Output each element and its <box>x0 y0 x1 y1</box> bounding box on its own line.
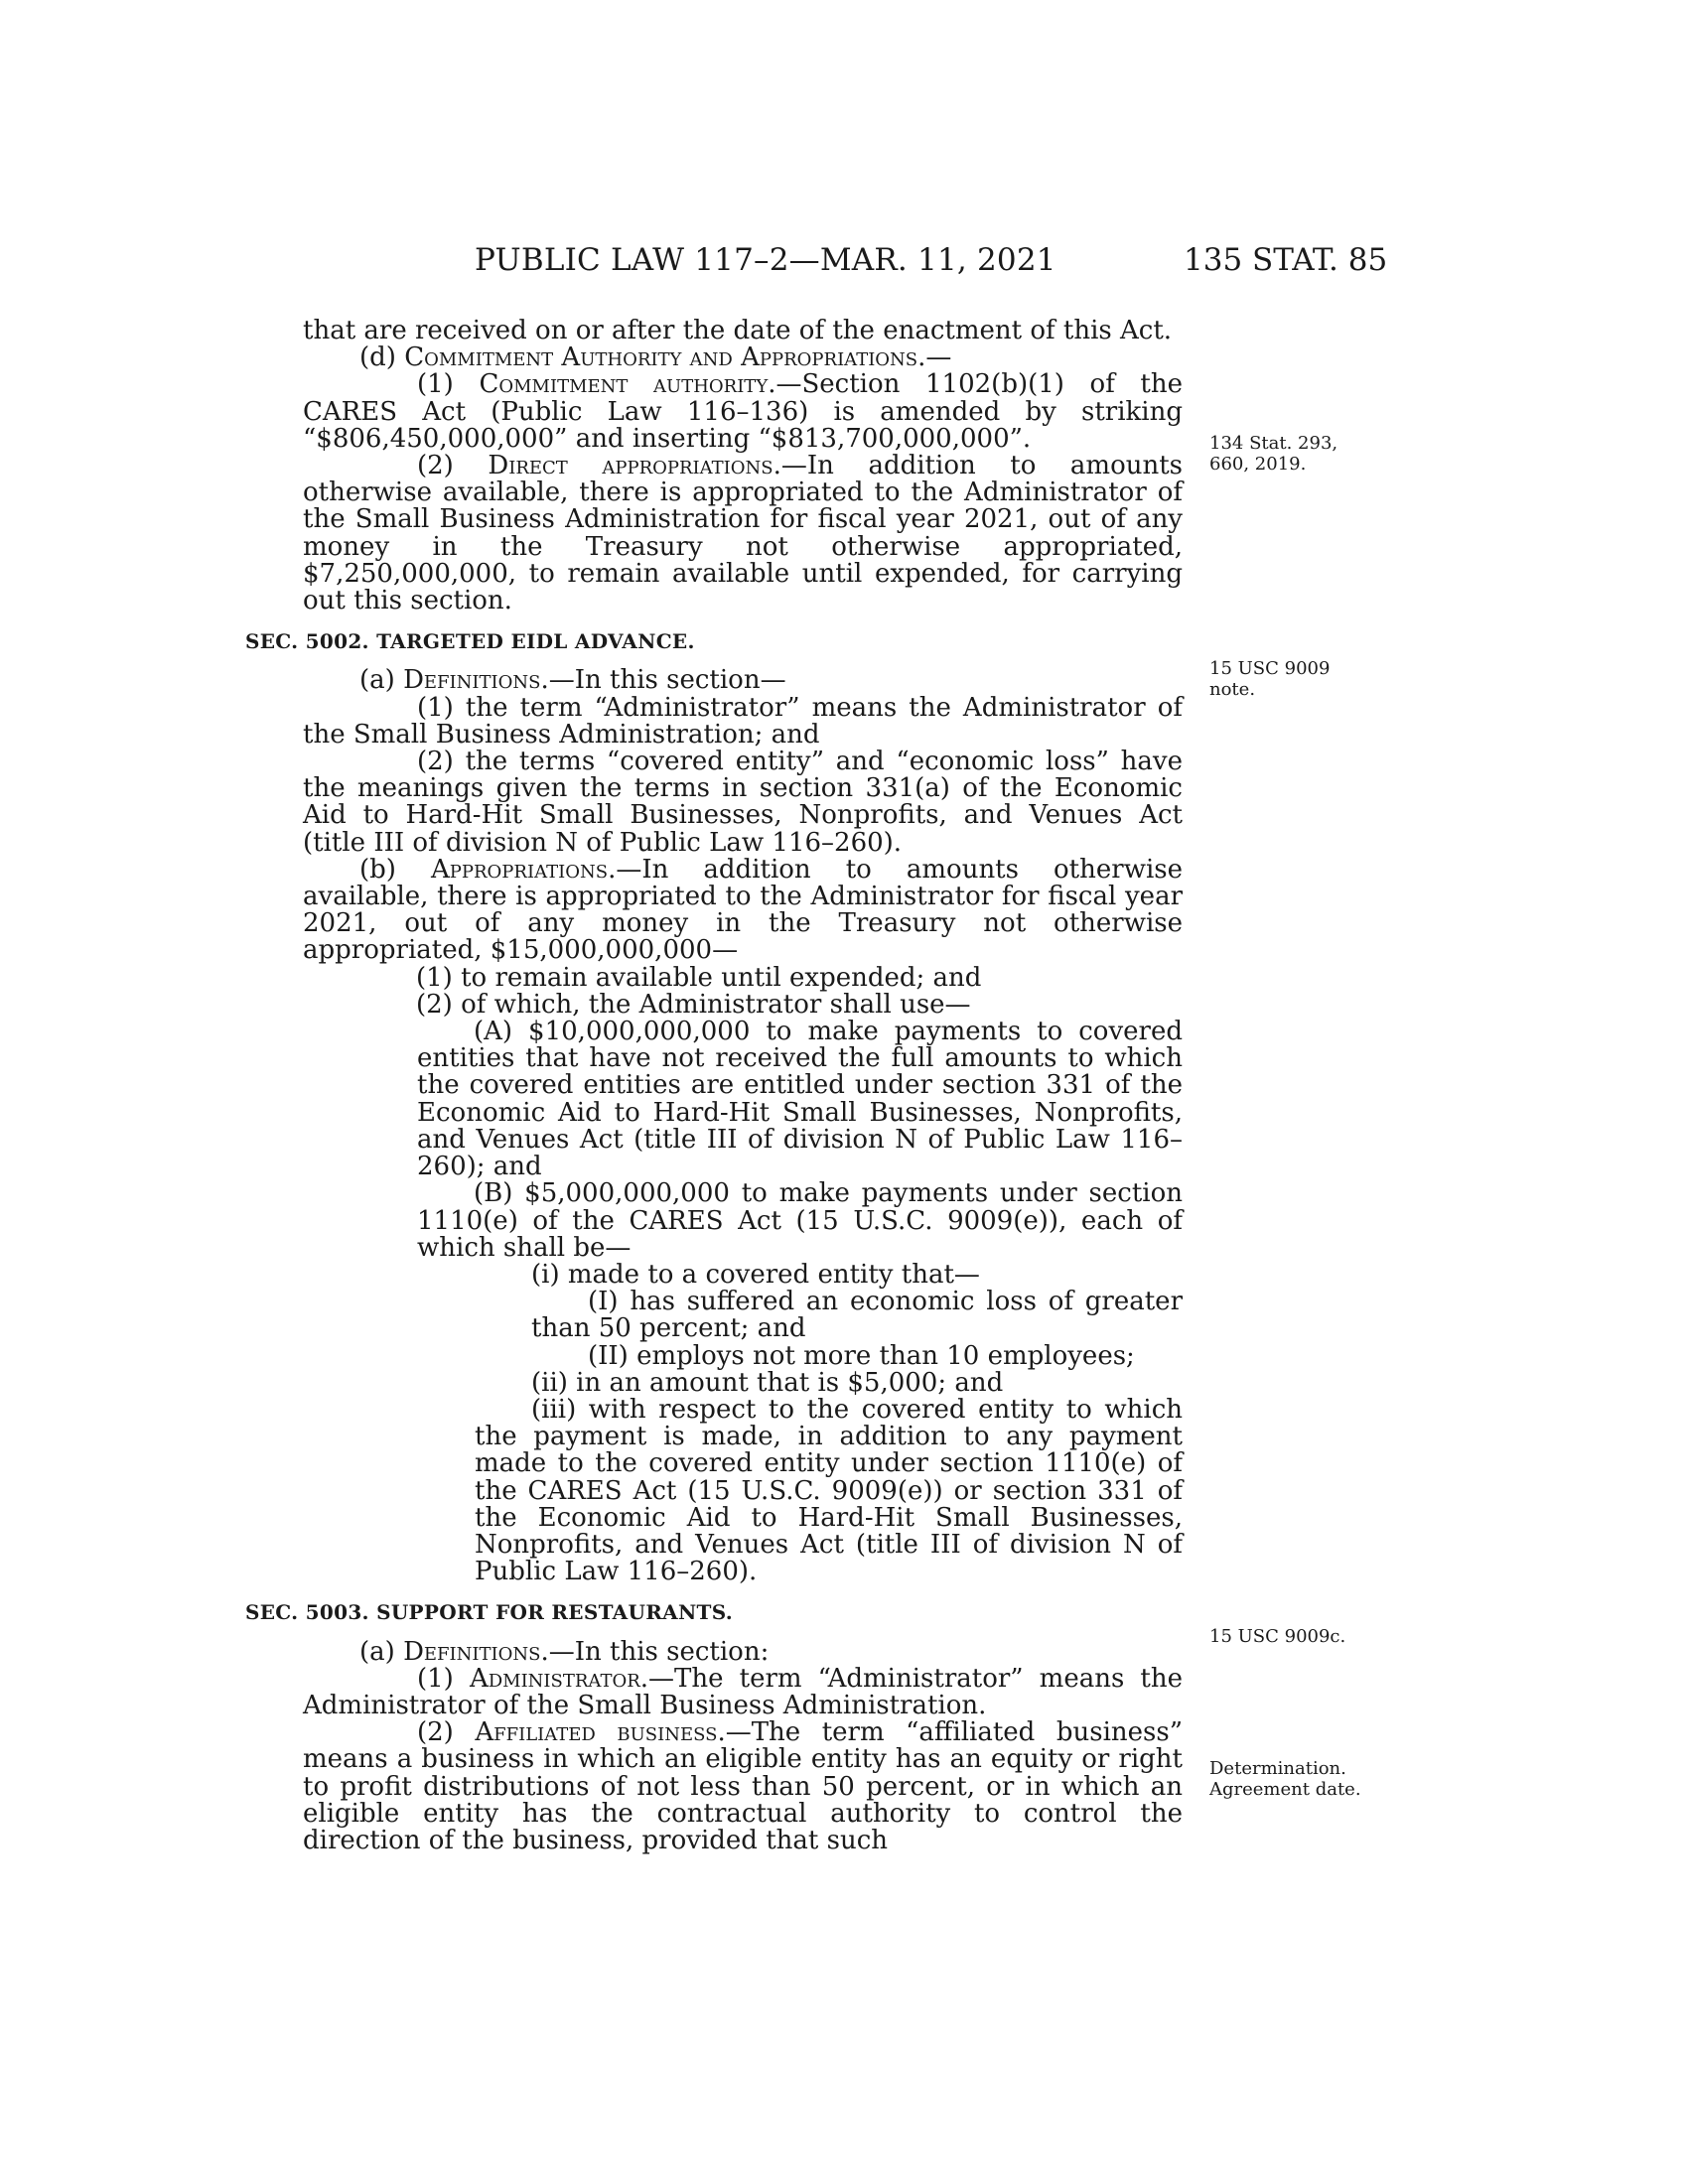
subsection-5002-b-num: (b) <box>359 854 431 885</box>
page-statute-citation: 135 STAT. 85 <box>1184 242 1388 278</box>
paragraph-d1-num: (1) <box>417 369 480 400</box>
section-5003-heading: SEC. 5003. SUPPORT FOR RESTAURANTS. <box>245 1600 734 1625</box>
subsection-5002-b-title: Appropriations <box>431 854 609 885</box>
subsection-5003-a-num: (a) <box>359 1636 404 1667</box>
subclause-5002-bI: (I) has suffered an economic loss of greater than 50 percent; and <box>531 1287 1183 1344</box>
subsection-5002-b <box>303 854 1183 966</box>
paragraph-5003-a1 <box>303 1663 1184 1720</box>
paragraph-5003-a1-title: Administrator <box>469 1663 640 1694</box>
subsection-5002-a-text: .—In this section— <box>540 665 786 696</box>
paragraph-5003-a1-num: (1) <box>417 1663 470 1694</box>
margin-note-usc-9009-line1: 15 USC 9009 <box>1209 658 1331 679</box>
paragraph-5003-a1-text: .—The term “Administrator” means the Administrator of the Small Business Administration. <box>303 1663 1184 1720</box>
margin-note-stat-cite-line2: 660, 2019. <box>1209 454 1307 475</box>
clause-5002-bii: (ii) in an amount that is $5,000; and <box>531 1367 1004 1398</box>
paragraph-5003-a2-num: (2) <box>417 1717 476 1748</box>
paragraph-5003-a2 <box>303 1719 1183 1854</box>
margin-note-stat-cite <box>1209 433 1337 475</box>
subsection-5003-a-text: .—In this section: <box>540 1636 770 1667</box>
margin-note-determination-line1: Determination. <box>1209 1758 1346 1779</box>
subsection-d-title: Commitment Authority and Appropriations <box>404 342 918 373</box>
subsection-d-label: (d) <box>359 342 405 373</box>
subsection-5002-a <box>303 667 1183 694</box>
paragraph-5002-a2: (2) the terms “covered entity” and “economic loss” have the meanings given the terms in section 331(a) of the Economic Aid to Hard-Hit Small Businesses, Nonprofits, and Venues Act (title III of division N of Public Law 116–260). <box>303 747 1183 858</box>
subparagraph-5002-bA: (A) $10,000,000,000 to make payments to covered entities that have not received the full amounts to which the covered entities are entitled under section 331 of the Economic Aid to Hard-Hit Small Businesses, Nonprofits, and Venues Act (title III of division N of Public Law 116–260); and <box>417 1017 1183 1182</box>
subclause-5002-bII: (II) employs not more than 10 employees; <box>588 1340 1135 1371</box>
margin-note-usc-9009 <box>1209 658 1330 700</box>
subsection-5003-a <box>303 1636 1183 1667</box>
subsection-5002-a-title: Definitions <box>403 665 541 696</box>
subsection-d-heading <box>303 344 1183 371</box>
paragraph-d1 <box>303 371 1183 453</box>
paragraph-5002-b1: (1) to remain available until expended; and <box>416 962 982 993</box>
clause-5002-bi: (i) made to a covered entity that— <box>531 1259 980 1290</box>
section-5002-heading: SEC. 5002. TARGETED EIDL ADVANCE. <box>245 629 695 654</box>
paragraph-d1-text: .—Section 1102(b)(1) of the CARES Act (Public Law 116–136) is amended by striking “$806,450,000,000” and inserting “$813,700,000,000”. <box>303 369 1184 454</box>
margin-note-usc-9009c: 15 USC 9009c. <box>1209 1626 1346 1647</box>
subparagraph-5002-bB: (B) $5,000,000,000 to make payments under section 1110(e) of the CARES Act (15 U.S.C. 9009(e)), each of which shall be— <box>417 1178 1183 1263</box>
body-text <box>245 316 1184 1855</box>
margin-note-usc-9009-line2: note. <box>1209 679 1256 700</box>
subsection-d-dash: .— <box>917 342 952 373</box>
running-header-title: PUBLIC LAW 117–2—MAR. 11, 2021 <box>475 242 1056 278</box>
paragraph-intro: that are received on or after the date of the enactment of this Act. <box>303 316 1173 345</box>
margin-note-stat-cite-line1: 134 Stat. 293, <box>1209 433 1338 454</box>
paragraph-d2-num: (2) <box>417 451 489 481</box>
subsection-5002-b-text: .—In addition to amounts otherwise available, there is appropriated to the Administrator for fiscal year 2021, out of any money in the Treasury not otherwise appropriated, $15,000,000,000— <box>303 854 1183 966</box>
paragraph-5002-b2: (2) of which, the Administrator shall use— <box>416 989 971 1020</box>
clause-5002-biii: (iii) with respect to the covered entity to which the payment is made, in addition to any payment made to the covered entity under section 1110(e) of the CARES Act (15 U.S.C. 9009(e)) or section 331 of the Economic Aid to Hard-Hit Small Businesses, Nonprofits, and Venues Act (title III of division N of Public Law 116–260). <box>475 1394 1183 1587</box>
paragraph-d1-title: Commitment authority <box>479 369 769 400</box>
paragraph-5002-a1: (1) the term “Administrator” means the Administrator of the Small Business Administration; and <box>303 692 1183 750</box>
paragraph-d2-text: .—In addition to amounts otherwise available, there is appropriated to the Administrator of the Small Business Administration for fiscal year 2021, out of any money in the Treasury not otherwise appropriated, $7,250,000,000, to remain available until expended, for carrying out this section. <box>303 451 1183 616</box>
subsection-5003-a-title: Definitions <box>403 1636 541 1667</box>
paragraph-5003-a2-title: Affiliated business <box>475 1717 718 1748</box>
margin-note-determination-line2: Agreement date. <box>1209 1779 1361 1800</box>
paragraph-5003-a2-text: .—The term “affiliated business” means a business in which an eligible entity has an equity or right to profit distributions of not less than 50 percent, or in which an eligible entity has the contractual authority to control the direction of the business, provided that such <box>303 1717 1183 1855</box>
subsection-5002-a-num: (a) <box>359 665 404 696</box>
paragraph-d2 <box>303 453 1183 614</box>
paragraph-d2-title: Direct appropriations <box>488 451 774 481</box>
margin-note-determination <box>1209 1758 1361 1800</box>
